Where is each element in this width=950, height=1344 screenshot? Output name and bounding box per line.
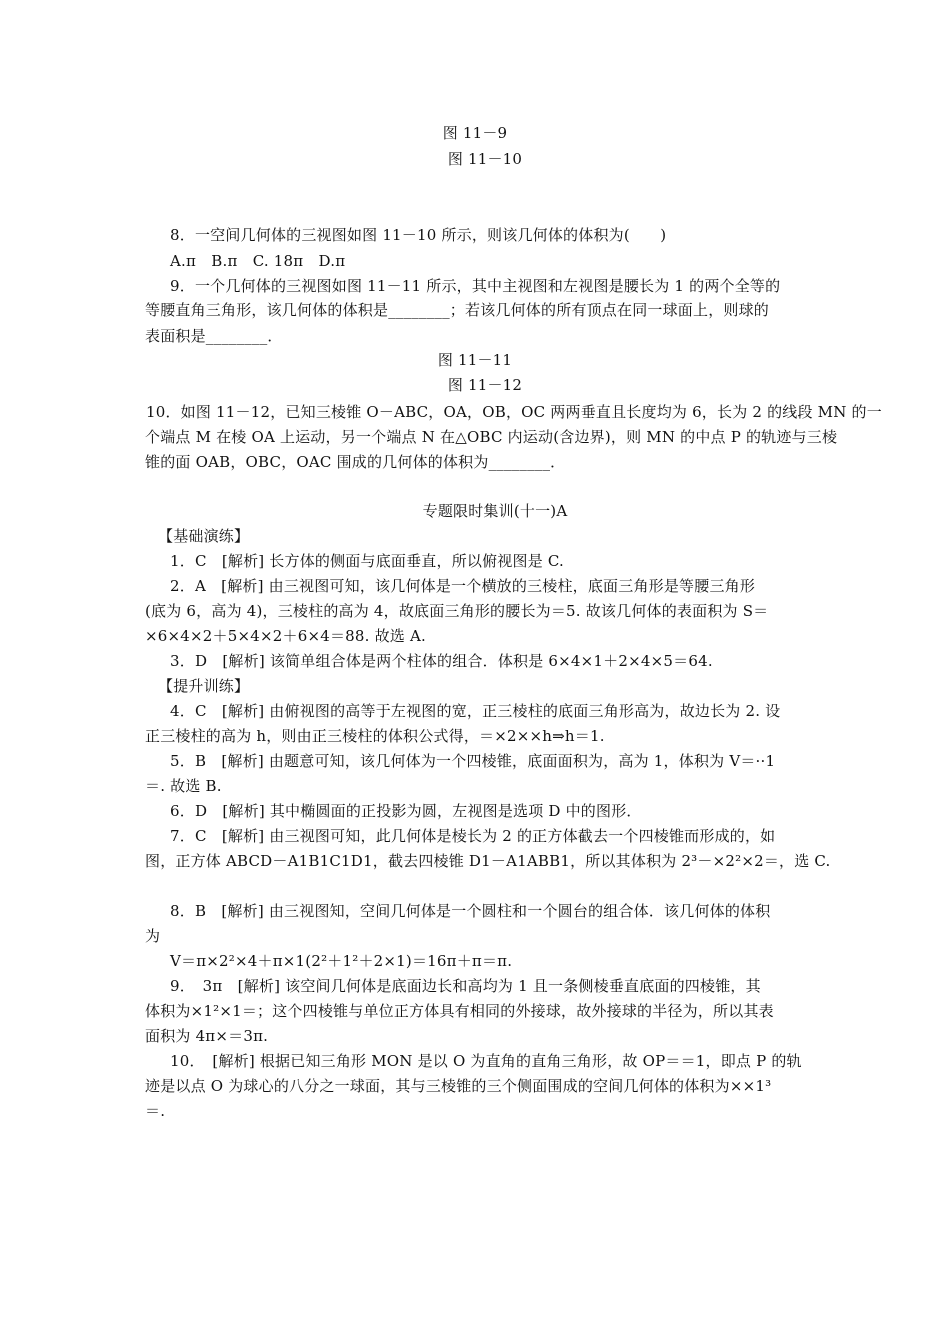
answer-9-line1: 9． 3π [解析] 该空间几何体是底面边长和高均为 1 且一条侧棱垂直底面的四棱锥，其	[170, 977, 761, 995]
question-8-options: A.π B.π C. 18π D.π	[170, 252, 346, 270]
answer-2-line3: ×6×4×2＋5×4×2＋6×4＝88. 故选 A.	[145, 627, 426, 645]
answer-7-line2: 图，正方体 ABCD－A1B1C1D1，截去四棱锥 D1－A1ABB1，所以其体积为 2³－×2²×2＝，选 C.	[145, 852, 831, 870]
figure-caption-11-11: 图 11－11	[437, 351, 513, 369]
answer-2-line2: (底为 6，高为 4)，三棱柱的高为 4，故底面三角形的腰长为＝5. 故该几何体的表面积为 S＝	[145, 602, 769, 620]
figure-caption-11-9: 图 11－9	[442, 124, 508, 142]
answers-title: 专题限时集训(十一)A	[422, 502, 568, 520]
answer-10-line1: 10． [解析] 根据已知三角形 MON 是以 O 为直角的直角三角形，故 OP＝＝1，即点 P 的轨	[170, 1052, 802, 1070]
question-9-line1: 9．一个几何体的三视图如图 11－11 所示，其中主视图和左视图是腰长为 1 的两个全等的	[170, 277, 781, 295]
question-10-line1: 10．如图 11－12，已知三棱锥 O－ABC，OA，OB，OC 两两垂直且长度均为 6，长为 2 的线段 MN 的一	[146, 403, 882, 421]
answer-1: 1．C [解析] 长方体的侧面与底面垂直，所以俯视图是 C.	[170, 552, 564, 570]
answer-8-line1: 8．B [解析] 由三视图知，空间几何体是一个圆柱和一个圆台的组合体．该几何体的体积	[170, 902, 771, 920]
question-10-line2: 个端点 M 在棱 OA 上运动，另一个端点 N 在△OBC 内运动(含边界)，则 MN 的中点 P 的轨迹与三棱	[145, 428, 838, 446]
question-9-line2: 等腰直角三角形，该几何体的体积是________；若该几何体的所有顶点在同一球面上，则球的	[145, 301, 770, 319]
answer-8-line3: V＝π×2²×4＋π×1(2²＋1²＋2×1)＝16π＋π＝π.	[170, 952, 513, 970]
answer-4-line1: 4．C [解析] 由俯视图的高等于左视图的宽，正三棱柱的底面三角形高为，故边长为 2. 设	[170, 702, 781, 720]
answer-3: 3．D [解析] 该简单组合体是两个柱体的组合．体积是 6×4×1＋2×4×5＝64.	[170, 652, 713, 670]
question-9-line3: 表面积是________．	[145, 327, 283, 345]
answer-9-line2: 体积为×1²×1＝；这个四棱锥与单位正方体具有相同的外接球，故外接球的半径为，所以其表	[145, 1002, 774, 1020]
figure-caption-11-10: 图 11－10	[447, 150, 523, 168]
answer-6: 6．D [解析] 其中椭圆面的正投影为圆，左视图是选项 D 中的图形．	[170, 802, 642, 820]
answer-10-line3: ＝.	[145, 1102, 166, 1120]
answer-9-line3: 面积为 4π×＝3π.	[145, 1027, 269, 1045]
question-10-line3: 锥的面 OAB，OBC，OAC 围成的几何体的体积为________．	[145, 453, 566, 471]
answer-5-line1: 5．B [解析] 由题意可知，该几何体为一个四棱锥，底面面积为，高为 1，体积为 V＝··1	[170, 752, 776, 770]
answer-5-line2: ＝. 故选 B.	[145, 777, 222, 795]
answer-4-line2: 正三棱柱的高为 h，则由正三棱柱的体积公式得，＝×2××h⇒h＝1.	[145, 727, 605, 745]
figure-caption-11-12: 图 11－12	[447, 376, 523, 394]
section-basic-heading: 【基础演练】	[158, 527, 250, 545]
answer-10-line2: 迹是以点 O 为球心的八分之一球面，其与三棱锥的三个侧面围成的空间几何体的体积为××1³	[145, 1077, 772, 1095]
answer-8-line2: 为	[145, 927, 161, 945]
answer-7-line1: 7．C [解析] 由三视图可知，此几何体是棱长为 2 的正方体截去一个四棱锥而形成的，如	[170, 827, 776, 845]
section-advanced-heading: 【提升训练】	[158, 677, 250, 695]
question-8-stem: 8．一空间几何体的三视图如图 11－10 所示，则该几何体的体积为( )	[170, 226, 667, 244]
answer-2-line1: 2．A [解析] 由三视图可知，该几何体是一个横放的三棱柱，底面三角形是等腰三角形	[170, 577, 756, 595]
